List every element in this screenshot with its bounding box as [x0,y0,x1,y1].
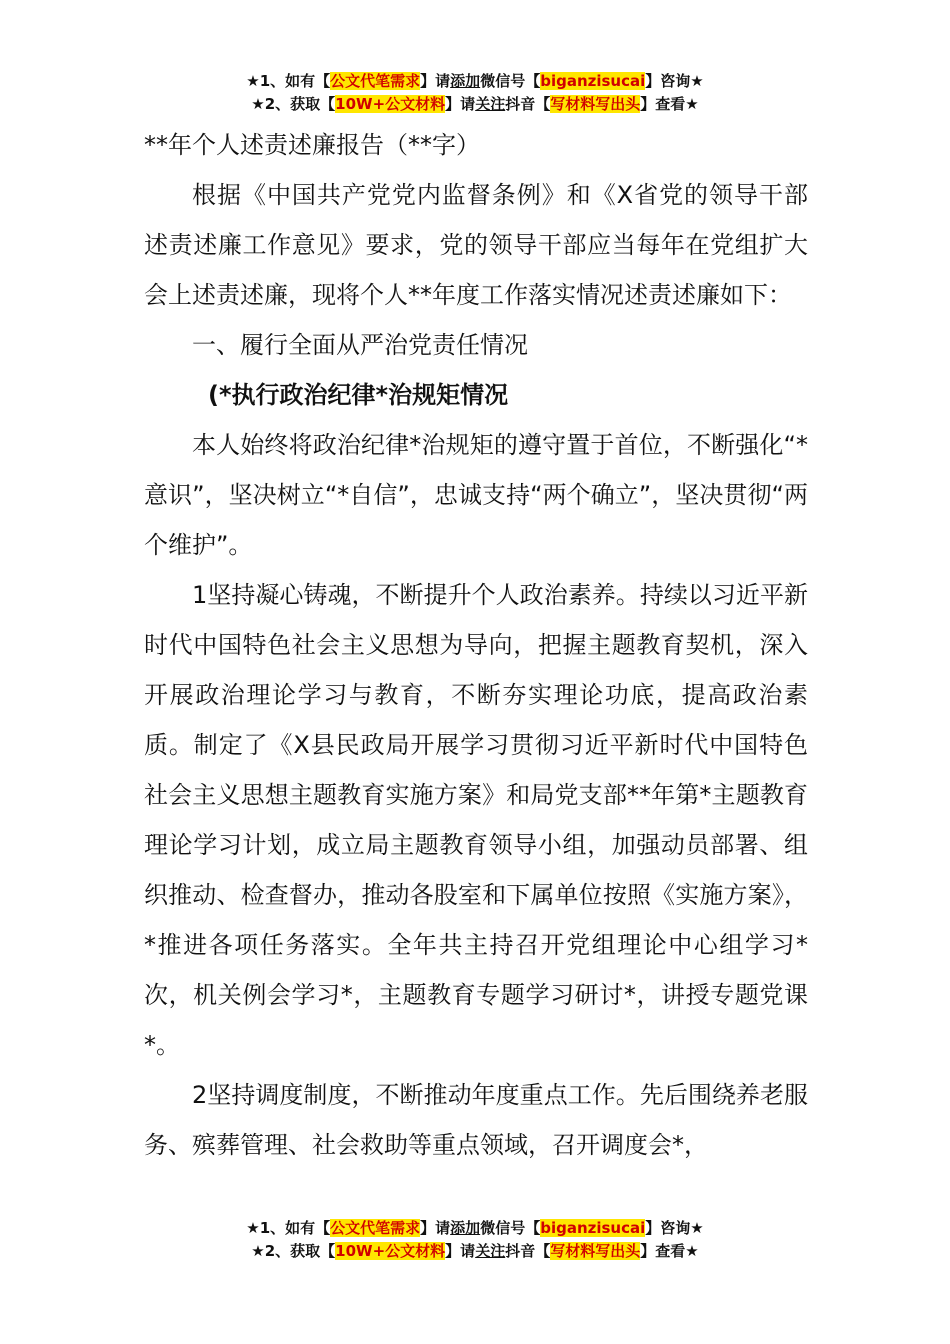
star-icon: ★ [246,1219,260,1237]
highlight-service: 公文代笔需求 [330,1219,421,1237]
paragraph: 2坚持调度制度，不断推动年度重点工作。先后围绕养老服务、殡葬管理、社会救助等重点领域，召开调度会*， [144,1081,808,1159]
document-body [144,120,808,1170]
paragraph: 1坚持凝心铸魂，不断提升个人政治素养。持续以习近平新时代中国特色社会主义思想为导向，把握主题教育契机，深入开展政治理论学习与教育，不断夯实理论功底，提高政治素质。制定了《X县民政局开展学习贯彻习近平新时代中国特色社会主义思想主题教育实施方案》和局党支部**年第*主题教育理论学习计划，成立局主题教育领导小组，加强动员部署、组织推动、检查督办，推动各股室和下属单位按照《实施方案》，*推进各项任务落实。全年共主持召开党组理论中心组学习*次，机关例会学习*，主题教育专题学习研讨*，讲授专题党课*。 [144,581,808,1059]
star-icon: ★ [690,72,704,90]
paragraph: 本人始终将政治纪律*治规矩的遵守置于首位，不断强化“*意识”，坚决树立“*自信”，忠诚支持“两个确立”，坚决贯彻“两个维护”。 [144,431,808,559]
promo-banner-top [0,70,950,116]
highlight-materials: 10W+公文材料 [335,95,446,113]
highlight-wechat-id: biganzisucai [540,72,646,90]
subsection-heading: (*执行政治纪律*治规矩情况 [208,381,509,409]
highlight-douyin: 写材料写出头 [550,1242,641,1260]
star-icon: ★ [685,95,699,113]
highlight-service: 公文代笔需求 [330,72,421,90]
document-title: **年个人述责述廉报告（**字） [144,131,480,159]
promo-line-2: ★2、获取【10W+公文材料】请关注抖音【写材料写出头】查看★ [251,1242,699,1260]
highlight-douyin: 写材料写出头 [550,95,641,113]
section-heading: 一、履行全面从严治党责任情况 [192,331,528,359]
star-icon: ★ [690,1219,704,1237]
promo-banner-bottom [0,1217,950,1263]
highlight-materials: 10W+公文材料 [335,1242,446,1260]
star-icon: ★ [246,72,260,90]
star-icon: ★ [251,1242,265,1260]
promo-line-1: ★1、如有【公文代笔需求】请添加微信号【biganzisucai】咨询★ [246,1219,704,1237]
promo-line-1: ★1、如有【公文代笔需求】请添加微信号【biganzisucai】咨询★ [246,72,704,90]
intro-paragraph: 根据《中国共产党党内监督条例》和《X省党的领导干部述责述廉工作意见》要求，党的领导干部应当每年在党组扩大会上述责述廉，现将个人**年度工作落实情况述责述廉如下： [144,181,808,309]
star-icon: ★ [685,1242,699,1260]
star-icon: ★ [251,95,265,113]
highlight-wechat-id: biganzisucai [540,1219,646,1237]
promo-line-2: ★2、获取【10W+公文材料】请关注抖音【写材料写出头】查看★ [251,95,699,113]
